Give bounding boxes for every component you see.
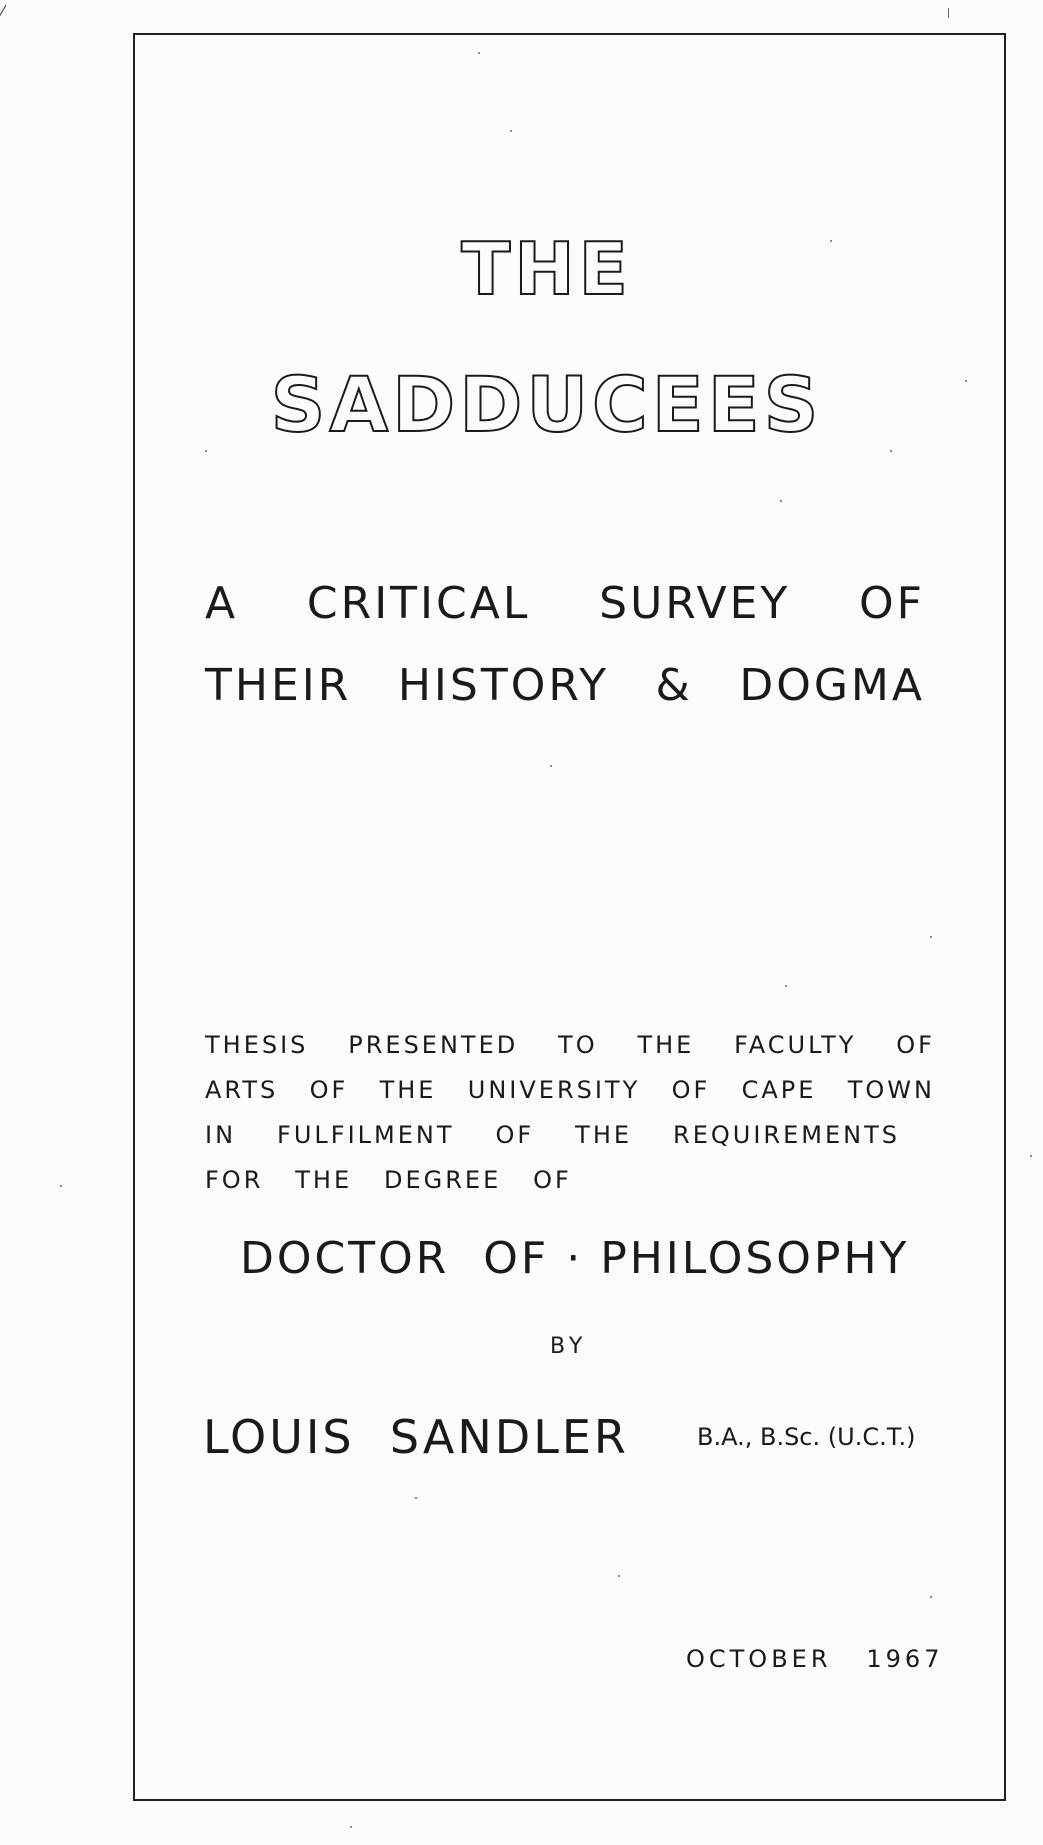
scan-speck [930, 1596, 932, 1598]
scan-speck [205, 450, 207, 452]
thesis-word: FULFILMENT [277, 1121, 455, 1149]
scan-speck [930, 936, 932, 938]
scan-speck [60, 1185, 62, 1187]
author-qualifications: B.A., B.Sc. (U.C.T.) [697, 1423, 916, 1451]
scan-speck [550, 765, 552, 767]
submission-date: OCTOBER 1967 [686, 1645, 944, 1673]
thesis-word: UNIVERSITY [467, 1076, 641, 1104]
scan-speck [780, 500, 782, 502]
scan-speck [785, 985, 787, 987]
thesis-line-4: FOR THE DEGREE OF [205, 1166, 572, 1194]
scan-speck [830, 240, 832, 242]
thesis-word: TOWN [847, 1076, 935, 1104]
subtitle-line-2 [205, 660, 925, 711]
scan-speck [415, 1497, 417, 1499]
thesis-word: THE [379, 1076, 437, 1104]
thesis-word: THE [637, 1031, 695, 1059]
subtitle-word: THEIR [205, 660, 352, 711]
scan-speck [350, 1826, 352, 1828]
title-line-2: SADDUCEES [270, 360, 823, 449]
scan-speck [0, 5, 6, 18]
subtitle-word: & [655, 660, 693, 711]
scan-speck [948, 8, 949, 18]
scan-speck [510, 130, 512, 132]
scan-speck [890, 450, 892, 452]
subtitle-word: DOGMA [739, 660, 925, 711]
thesis-word: TO [558, 1031, 598, 1059]
degree-title: DOCTOR OF · PHILOSOPHY [240, 1233, 910, 1284]
subtitle-line-1 [205, 578, 925, 629]
thesis-word: PRESENTED [348, 1031, 519, 1059]
thesis-line-2 [205, 1078, 935, 1102]
author-name: LOUIS SANDLER [203, 1410, 629, 1464]
subtitle-word: A [205, 578, 239, 629]
thesis-word: OF [495, 1121, 535, 1149]
scan-speck [1030, 1155, 1032, 1157]
scan-speck [965, 380, 967, 382]
thesis-word: THE [575, 1121, 633, 1149]
thesis-word: IN [205, 1121, 237, 1149]
thesis-word: ARTS [205, 1076, 279, 1104]
title-line-1: THE [461, 227, 632, 311]
thesis-line-1 [205, 1033, 935, 1057]
thesis-line-3 [205, 1123, 900, 1147]
thesis-word: OF [896, 1031, 935, 1059]
thesis-word: FACULTY [734, 1031, 857, 1059]
thesis-word: OF [671, 1076, 711, 1104]
by-label: BY [550, 1334, 588, 1359]
scan-speck [478, 52, 480, 54]
subtitle-word: HISTORY [397, 660, 609, 711]
thesis-word: REQUIREMENTS [673, 1121, 900, 1149]
thesis-word: THESIS [205, 1031, 309, 1059]
thesis-word: OF [309, 1076, 349, 1104]
subtitle-word: SURVEY [599, 578, 791, 629]
subtitle-word: OF [859, 578, 925, 629]
thesis-word: CAPE [741, 1076, 817, 1104]
subtitle-word: CRITICAL [306, 578, 531, 629]
scan-speck [618, 1575, 620, 1577]
